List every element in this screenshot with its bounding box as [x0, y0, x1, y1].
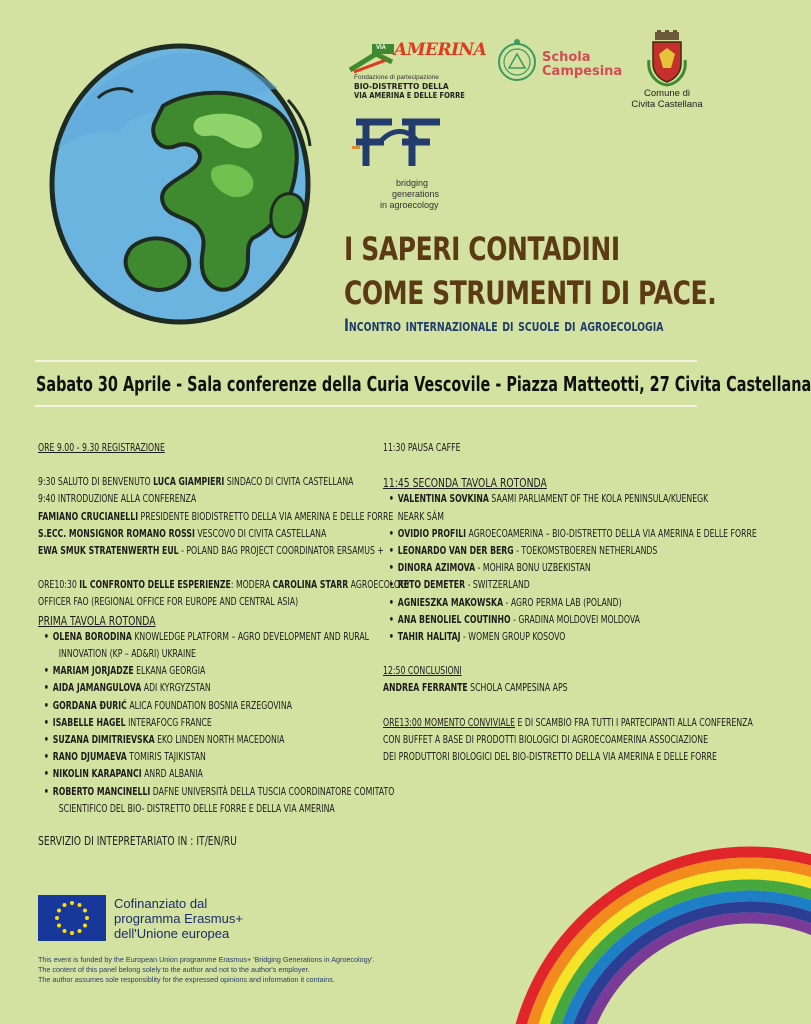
panelist-b8-name: TAHIR HALITAJ [397, 631, 461, 644]
eu-flag-icon [38, 895, 106, 941]
speaker-3 [38, 543, 384, 560]
title-line2: COME STRUMENTI DI PACE. [344, 274, 717, 312]
panelist-3-role: ADI KYRGYZSTAN [141, 682, 211, 695]
panelist-8 [44, 766, 364, 783]
confronto-line2: OFFICER FAO (REGIONAL OFFICE FOR EUROPE AND CENTRAL ASIA) [38, 596, 299, 609]
panelist-b6 [389, 595, 716, 612]
panelist-b8 [389, 629, 716, 646]
amerina-line3: VIA AMERINA E DELLE FORRE [354, 91, 465, 100]
panelist-6 [44, 732, 364, 749]
panelist-6-name: SUZANA DIMITRIEVSKA [52, 734, 155, 747]
welcome [38, 474, 364, 491]
panelist-b3 [389, 543, 716, 560]
panelist-3-name: AIDA JAMANGULOVA [52, 682, 142, 695]
panelist-1-role: KNOWLEDGE PLATFORM – AGRO DEVELOPMENT AND RURAL [131, 630, 370, 643]
disclaimer-line3: The author assumes sole responsiblity for the expressed opinions and information it contains. [38, 975, 335, 984]
disclaimer-line2: The content of this panel belong solely to the author and not to the author's employer. [38, 965, 310, 974]
convivio-line3: DEI PRODUTTORI BIOLOGICI DEL BIO-DISTRETTO DELLA VIA AMERINA E DELLE FORRE [383, 751, 717, 764]
title-line1: I SAPERI CONTADINI [344, 230, 620, 268]
panelist-9 [44, 784, 395, 801]
confronto [38, 577, 411, 594]
speaker-1-role: PRESIDENTE BIODISTRETTO DELLA VIA AMERINA E DELLE FORRE [138, 510, 394, 523]
panelist-5-name: ISABELLE HAGEL [52, 716, 126, 729]
panelist-b3-role: - TOEKOMSTBOEREN NETHERLANDS [513, 545, 658, 558]
panelist-8-role: ANRD ALBANIA [141, 768, 203, 781]
panelist-b4-name: DINORA AZIMOVA [397, 562, 476, 575]
conclusions-role: SCHOLA CAMPESINA APS [467, 682, 568, 695]
welcome-name: LUCA GIAMPIERI [153, 476, 225, 489]
panelist-5-role: INTERAFOCG FRANCE [125, 716, 212, 729]
confronto-post: AGROECOLOGY [348, 579, 411, 592]
welcome-post: SINDACO DI CIVITA CASTELLANA [224, 476, 354, 489]
speaker-2-name: S.ECC. MONSIGNOR ROMANO ROSSI [38, 527, 195, 540]
conclusions-name: ANDREA FERRANTE [383, 682, 468, 695]
rainbow-decoration [480, 840, 731, 1024]
speaker-1-name: FAMIANO CRUCIANELLI [38, 510, 139, 523]
panelist-b4-role: - MOHIRA BONU UZBEKISTAN [475, 562, 591, 575]
panelist-b1 [389, 491, 716, 508]
divider-bottom [35, 405, 697, 407]
schola-line1: Schola [542, 50, 591, 65]
confronto-title: IL CONFRONTO DELLE ESPERIENZE [79, 579, 231, 592]
eu-funding-line2: programma Erasmus+ [114, 911, 243, 926]
panelist-b2-role: AGROECOAMERINA – BIO-DISTRETTO DELLA VIA AMERINA E DELLE FORRE [466, 527, 757, 540]
panelist-1-name: OLENA BORODINA [52, 630, 132, 643]
eu-funding-line3: dell'Unione europea [114, 926, 230, 941]
panelist-2-name: MARIAM JORJADZE [52, 665, 134, 678]
panelist-4 [44, 698, 364, 715]
panelist-b4 [389, 560, 716, 577]
program-right [383, 440, 757, 766]
panelist-7-name: RANO DJUMAEVA [52, 751, 127, 764]
speaker-3-name: EWA SMUK STRATENWERTH EUL [38, 545, 179, 558]
speaker-3-role: - POLAND BAG PROJECT COORDINATOR ERSAMUS + [178, 545, 384, 558]
registration: ORE 9.00 - 9.30 REGISTRAZIONE [38, 442, 165, 454]
panelist-8-name: NIKOLIN KARAPANCI [52, 768, 142, 781]
panelist-b6-role: - AGRO PERMA LAB (POLAND) [503, 596, 622, 609]
confronto-mid: : MODERA [230, 579, 273, 592]
amerina-logo [346, 40, 487, 106]
intro: 9:40 INTRODUZIONE ALLA CONFERENZA [38, 493, 197, 506]
panelist-b1-role2: NEARK SÁM [397, 510, 444, 523]
panelist-9-role: DAFNE UNIVERSITÀ DELLA TUSCIA COORDINATORE COMITATO [150, 785, 395, 798]
bridging-mark-icon [352, 118, 444, 172]
panelist-7 [44, 749, 364, 766]
interpretation-label: SERVIZIO DI INTEPRETARIATO IN : [38, 833, 197, 849]
panelist-b7 [389, 612, 716, 629]
comune-logo [622, 30, 712, 112]
divider-top [35, 360, 697, 362]
panelist-9-role2: SCIENTIFICO DEL BIO- DISTRETTO DELLE FORRE E DELLA VIA AMERINA [58, 802, 335, 815]
panelist-b1-role: SAAMI PARLIAMENT OF THE KOLA PENINSULA/KUENEGK [488, 493, 709, 506]
amerina-line1: Fondazione di partecipazione [354, 74, 439, 81]
panelist-b6-name: AGNIESZKA MAKOWSKA [397, 596, 504, 609]
panelist-2 [44, 663, 364, 680]
bridging-generations-logo [352, 118, 462, 214]
date-location: Sabato 30 Aprile - Sala conferenze della Curia Vescovile - Piazza Matteotti, 27 Civita Castellana [36, 372, 811, 396]
confronto-pre: ORE10:30 [38, 579, 80, 592]
panelist-b2 [389, 526, 757, 543]
coat-of-arms-icon [645, 30, 689, 86]
schola-line2: Campesina [542, 64, 623, 79]
bridging-line2: generations [392, 189, 440, 199]
conclusions: 12:50 CONCLUSIONI [383, 665, 462, 678]
speaker-1 [38, 509, 394, 526]
panelist-2-role: ELKANA GEORGIA [133, 665, 206, 678]
disclaimer-line1: This event is funded by the European Union programme Erasmus+ 'Bridging Generations in Agroecology'. [38, 955, 375, 964]
panelist-5 [44, 715, 364, 732]
conclusions-speaker [383, 680, 716, 697]
schola-emblem-icon [496, 38, 538, 86]
coffee-break: 11:30 PAUSA CAFFE [383, 442, 461, 454]
speaker-2 [38, 526, 364, 543]
schola-campesina-logo [496, 38, 623, 86]
convivio-post: E DI SCAMBIO FRA TUTTI I PARTECIPANTI ALLA CONFERENZA [514, 716, 753, 729]
panelist-b7-name: ANA BENOLIEL COUTINHO [397, 613, 511, 626]
speaker-2-role: VESCOVO DI CIVITA CASTELLANA [194, 527, 327, 540]
panelist-1 [44, 629, 370, 646]
tavola-2: 11:45 SECONDA TAVOLA ROTONDA [383, 475, 547, 491]
bridging-line3: in agroecology [380, 200, 439, 210]
panelist-4-name: GORDANA ĐURIĆ [52, 699, 127, 712]
interpretation-langs: IT/EN/RU [196, 833, 237, 849]
amerina-line2: BIO-DISTRETTO DELLA [354, 82, 449, 91]
panelist-6-role: EKO LINDEN NORTH MACEDONIA [154, 734, 285, 747]
panelist-3 [44, 680, 364, 697]
panelist-7-role: TOMIRIS TAJIKISTAN [126, 751, 206, 764]
comune-line1: Comune di [644, 88, 690, 99]
globe-illustration [38, 28, 328, 338]
comune-line2: Civita Castellana [631, 99, 703, 110]
panelist-4-role: ALICA FOUNDATION BOSNIA ERZEGOVINA [126, 699, 292, 712]
panelist-b5-name: RETO DEMETER [397, 579, 466, 592]
panelist-b8-role: - WOMEN GROUP KOSOVO [460, 631, 566, 644]
interpretation [38, 832, 364, 849]
panelist-b5-role: - SWITZERLAND [465, 579, 530, 592]
tavola-1: PRIMA TAVOLA ROTONDA [38, 612, 156, 628]
convivio [383, 715, 753, 732]
eu-funding-line1: Cofinanziato dal [114, 896, 208, 911]
amerina-word: AMERINA [394, 40, 487, 60]
panelist-9-name: ROBERTO MANCINELLI [52, 785, 151, 798]
welcome-pre: 9:30 SALUTO DI BENVENUTO [38, 476, 154, 489]
amerina-small: VIA [376, 45, 387, 51]
panelist-b1-name: VALENTINA SOVKINA [397, 493, 489, 506]
panelist-b5 [389, 577, 716, 594]
panelist-b7-role: - GRADINA MOLDOVEI MOLDOVA [510, 613, 640, 626]
panelist-b2-name: OVIDIO PROFILI [397, 527, 467, 540]
moderator-name: CAROLINA STARR [272, 579, 349, 592]
convivio-line2: CON BUFFET A BASE DI PRODOTTI BIOLOGICI DI AGROECOAMERINA ASSOCIAZIONE [383, 733, 708, 746]
panelist-b3-name: LEONARDO VAN DER BERG [397, 545, 514, 558]
program-left [38, 440, 411, 849]
panelist-1-role2: INNOVATION (KP – AD&RI) UKRAINE [58, 648, 196, 661]
bridging-line1: bridging [396, 178, 429, 188]
convivio-time: ORE13:00 MOMENTO CONVIVIALE [383, 716, 515, 729]
subtitle: Incontro internazionale di scuole di agroecologia [344, 316, 664, 336]
